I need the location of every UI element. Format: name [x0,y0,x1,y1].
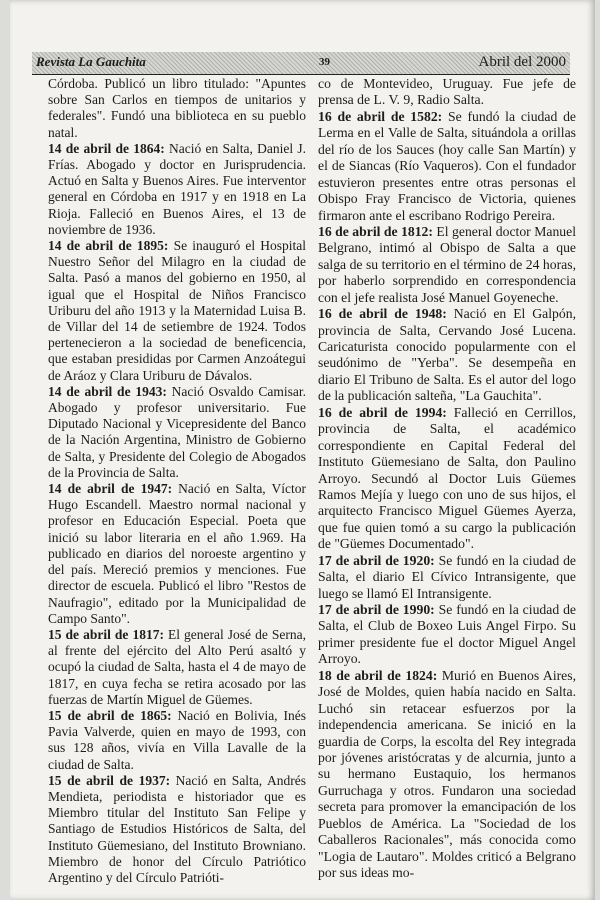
entry-date: 17 de abril de 1990: [318,602,435,617]
entry-continuation [318,76,576,109]
page-header [32,52,570,75]
entry [318,553,576,602]
page-number: 39 [319,56,330,68]
left-column [48,76,306,886]
entry-date: 15 de abril de 1817: [48,626,164,642]
right-column [318,76,576,881]
entry-text: Nació en Salta, Andrés Mendieta, periodista e historiador que es Miembro titular del Instituto San Felipe y Santiago de Estudios Históricos de Salta, del Instituto Güemesiano, del Instituto Browniano. Miembro de honor del Círculo Patriótico Argentino y del Círculo Patrióti- [48,772,307,885]
entry-date: 15 de abril de 1937: [48,772,171,788]
entry [48,708,306,773]
entry-date: 14 de abril de 1895: [48,238,169,254]
entry [48,627,306,708]
entry-date: 17 de abril de 1920: [318,552,435,568]
entry-date: 14 de abril de 1947: [48,481,173,497]
entry-date: 16 de abril de 1994: [318,404,447,420]
entry [318,224,576,306]
magazine-title: Revista La Gauchita [36,54,146,69]
entry-text: Se fundó la ciudad de Lerma en el Valle de Salta, situándola a orillas del río de los Sauces (hoy calle San Martín) y el de Siancas (Río Vaqueros). Con el fundador estuvieron presentes entre otras personas el Obispo Fray Francisco de Victoria, quienes firmaron ante el escribano Rodrigo Pereira. [318,108,577,223]
entry-text: Nació en Bolivia, Inés Pavia Valverde, quien en mayo de 1993, con sus 128 años, vivía en Villa Lavalle de la ciudad de Salta. [48,707,307,772]
entry [318,306,576,405]
entry-text: Nació en Salta, Daniel J. Frías. Abogado y doctor en Jurisprudencia. Actuó en Salta y Buenos Aires. Fue interventor general en Córdoba en 1917 y en 1918 en La Rioja. Falleció en Buenos Aires, el 13 de noviembre de 1936. [48,140,307,237]
entry-date: 14 de abril de 1943: [48,383,167,399]
entry-date: 18 de abril de 1824: [318,667,438,683]
entry-date: 16 de abril de 1582: [318,108,443,124]
entry [318,668,576,882]
entry-text: Falleció en Cerrillos, provincia de Salta, el académico correspondiente en Capital Federal del Instituto Güemesiano de Salta, don Paulino Arroyo. Secundó al Doctor Luis Güemes Ramos Mejía y luego con uno de sus hijos, el arquitecto Francisco Miguel Güemes Ayerza, que fue quien tomó a su cargo la publicación de "Güemes Documentado". [318,404,576,552]
entry-text: Se fundó en la ciudad de Salta, el diario El Cívico Intransigente, que luego se llamó El Intransigente. [318,552,576,601]
entry-text: Córdoba. Publicó un libro titulado: "Apuntes sobre San Carlos en tiempos de unitarios y federales". Fundó una biblioteca en su pueblo natal. [48,76,306,140]
entry-text: Murió en Buenos Aires, José de Moldes, quien había nacido en Salta. Luchó sin retacear esfuerzos por la independencia americana. Se inició en la guardia de Corps, la escolta del Rey integrada por jóvenes aristócratas y de alcurnia, junto a su hermano Eustaquio, los hermanos Gurruchaga y otros. Fundaron una sociedad secreta para promover la emancipación de los Pueblos de América. La "Sociedad de los Caballeros Racionales", más conocida como "Logia de Lautaro". Moldes criticó a Belgrano por sus ideas mo- [318,667,577,880]
entry-date: 16 de abril de 1948: [318,306,447,322]
entry [318,109,576,224]
entry-text: Nació en El Galpón, provincia de Salta, Cervando José Lucena. Caricaturista conocido popularmente con el seudónimo de "Yerba". Se desempeña en diario El Tribuno de Salta. Es el autor del logo de la publicación salteña, "La Gauchita". [318,306,576,404]
entry-text: El general José de Serna, al frente del ejército del Alto Perú asaltó y ocupó la ciudad de Salta, hasta el 4 de mayo de 1817, en cuya fecha se retira acosado por las fuerzas de Martín Miguel de Güemes. [48,626,306,707]
entry [318,602,576,668]
issue-date: Abril del 2000 [478,54,566,70]
entry-text: El general doctor Manuel Belgrano, intimó al Obispo de Salta a que salga de su territorio en el término de 24 horas, por haberlo sorprendido en correspondencia con el jefe realista José Manuel Goyeneche. [318,223,577,305]
entry [48,384,306,481]
entry [48,238,306,384]
entry-text: Nació en Salta, Víctor Hugo Escandell. Maestro normal nacional y profesor en Educación Especial. Poeta que inició su labor literaria en el año 1.969. Ha publicado en diarios del noroeste argentino y del país. Mereció premios y menciones. Fue director de escuela. Publicó el libro "Restos de Naufragio", editado por la Municipalidad de Campo Santo". [48,481,307,626]
entry [48,773,306,886]
entry [48,481,306,627]
entry-date: 14 de abril de 1864: [48,140,165,156]
entry-text: Se inauguró el Hospital Nuestro Señor del Milagro en la ciudad de Salta. Pasó a manos del gobierno en 1950, al igual que el Hospital de Niños Francisco Uriburu del año 1913 y la Maternidad Luisa B. de Villar del 14 de setiembre de 1924. Todos pertenecieron a la sociedad de beneficencia, que estaban presididas por Carmen Anzoátegui de Aráoz y Clara Uriburu de Dávalos. [48,238,307,383]
entry-date: 16 de abril de 1812: [318,223,433,239]
entry-date: 15 de abril de 1865: [48,707,172,723]
entry-continuation [48,76,306,141]
magazine-page [10,0,595,900]
entry-text: Se fundó en la ciudad de Salta, el Club de Boxeo Luis Angel Firpo. Su primer presidente fue el doctor Miguel Angel Arroyo. [318,602,576,667]
entry-text: co de Montevideo, Uruguay. Fue jefe de prensa de L. V. 9, Radio Salta. [318,76,576,108]
entry-text: Nació Osvaldo Camisar. Abogado y profesor universitario. Fue Diputado Nacional y Vicepresidente del Banco de la Nación Argentina, Ministro de Gobierno de Salta, y Presidente del Colegio de Abogados de la Provincia de Salta. [48,383,306,480]
entry [48,141,306,238]
entry [318,405,576,553]
